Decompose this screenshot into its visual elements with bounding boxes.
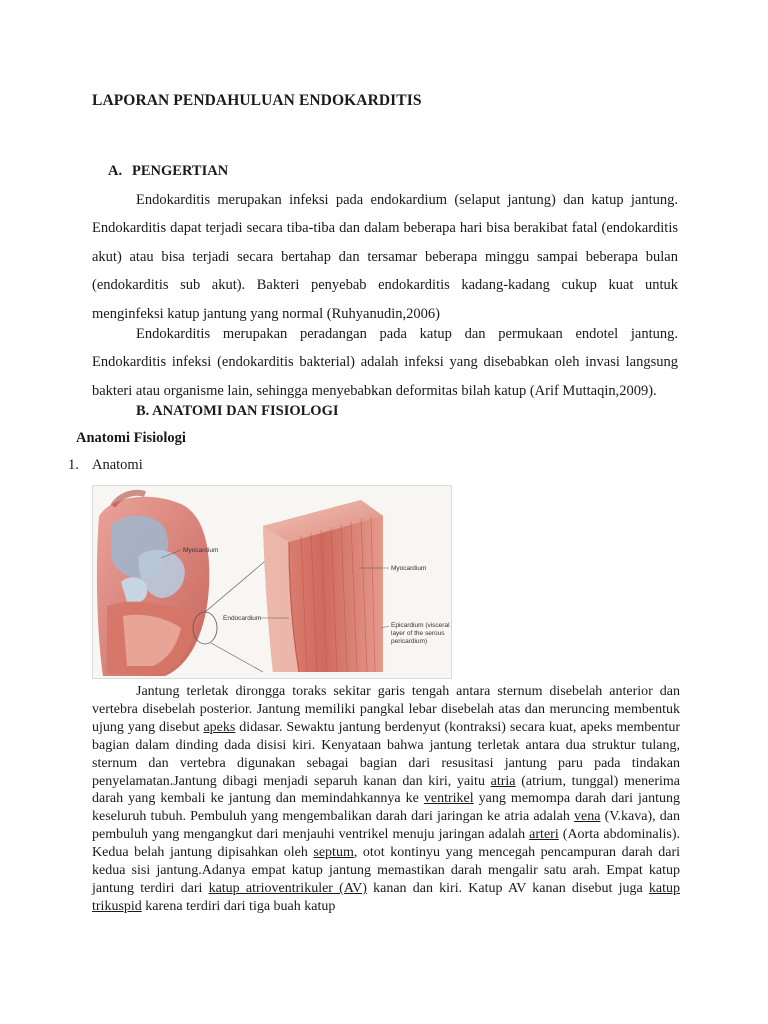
heart-wall-illustration: [93, 486, 451, 678]
label-epicardium-line-3: pericardium): [391, 638, 428, 645]
label-myocardium-right: Myocardium: [391, 565, 427, 572]
list-item-number: 1.: [68, 457, 79, 473]
list-item-label: Anatomi: [92, 457, 143, 473]
definition-paragraph-1: Endokarditis merupakan infeksi pada endokardium (selaput jantung) dan katup jantung. Endokarditis dapat terjadi secara tiba-tiba dan dalam beberapa hari bisa berakibat fatal (endokarditis akut) atau bisa terjadi secara bertahap dan tersamar beberapa minggu sampai beberapa bulan (endokarditis sub akut). Bakteri penyebab endokarditis kadang-kadang cukup kuat untuk menginfeksi katup jantung yang normal (Ruhyanudin,2006): [92, 192, 678, 322]
term-katup-av: katup atrioventrikuler (AV): [208, 880, 367, 896]
heart-cross-section: [97, 493, 217, 676]
body-text-segment: (atrium, tunggal) menerima darah yang kembali ke jantung dan memindahkannya ke: [92, 773, 680, 807]
section-a-number: A.: [108, 163, 123, 179]
term-vena: vena: [574, 809, 601, 825]
term-katup-trikuspid: katup trikuspid: [92, 880, 680, 914]
anatomy-body-paragraph: [92, 683, 680, 916]
label-epicardium-line-1: Epicardium (visceral: [391, 622, 450, 629]
list-item-anatomy: [68, 457, 143, 474]
definition-paragraph-2: Endokarditis merupakan peradangan pada katup dan permukaan endotel jantung. Endokarditis infeksi (endokarditis bakterial) adalah infeksi yang disebabkan oleh invasi langsung bakteri atau organisme lain, sehingga menyebabkan deformitas bilah katup (Arif Muttaqin,2009).: [92, 326, 678, 399]
term-septum: septum: [313, 845, 354, 861]
term-arteri: arteri: [529, 827, 559, 843]
section-b-heading: B. ANATOMI DAN FISIOLOGI: [136, 403, 339, 419]
section-a-title: PENGERTIAN: [132, 163, 229, 179]
term-ventrikel: ventrikel: [423, 791, 474, 807]
label-endocardium: Endocardium: [223, 615, 262, 622]
term-atria: atria: [490, 773, 516, 789]
label-epicardium-line-2: layer of the serous: [391, 630, 445, 637]
zoom-line-bottom: [211, 643, 263, 672]
body-text-segment: yang memompa darah dari jantung keseluruh tubuh. Pembuluh yang mengembalikan darah dari jaringan ke atria adalah: [92, 791, 680, 825]
body-text-segment: kanan dan kiri. Katup AV kanan disebut juga: [366, 880, 649, 896]
body-text-segment: didasar. Sewaktu jantung berdenyut (kontraksi) secara kuat, apeks membentur bagian dalam dinding dada disisi kiri. Kenyataan bahwa jantung terletak antara dua struktur tulang, sternum dan vertebra digunakan sebagai bagian dari resusitasi jantung paru pada tindakan penyelamatan.Jantung dibagi menjadi separuh kanan dan kiri, yaitu: [92, 719, 681, 789]
document-title: LAPORAN PENDAHULUAN ENDOKARDITIS: [92, 92, 422, 109]
heart-wall-figure: [92, 485, 452, 679]
body-text-segment: karena terdiri dari tiga buah katup: [141, 898, 336, 914]
body-text-segment: (Aorta abdominalis). Kedua belah jantung dipisahkan oleh: [92, 827, 680, 861]
section-a-heading: [108, 163, 228, 180]
magnified-heart-wall: [263, 500, 383, 672]
label-myocardium-left: Myocardium: [183, 547, 219, 554]
term-apeks: apeks: [203, 719, 236, 735]
anatomy-physiology-subheading: Anatomi Fisiologi: [76, 430, 186, 446]
body-text-segment: Jantung terletak dirongga toraks sekitar garis tengah antara sternum disebelah anterior dan vertebra disebelah posterior. Jantung memiliki pangkal lebar disebelah atas dan meruncing membentuk ujung yang disebut: [92, 684, 680, 735]
body-text-segment: (V.kava), dan pembuluh yang mengangkut dari menjauhi ventrikel menuju jaringan adalah: [92, 809, 680, 843]
body-text-segment: , otot kontinyu yang mencegah pencampuran darah dari kedua sisi jantung.Adanya empat katup jantung memastikan darah mengalir satu arah. Empat katup jantung terdiri dari: [92, 845, 681, 896]
